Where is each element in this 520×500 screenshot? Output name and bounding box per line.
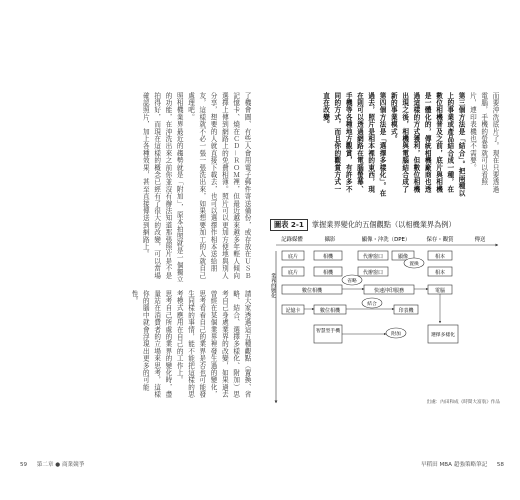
axis-label: 業界的變化: [270, 273, 276, 298]
right-footer: [421, 460, 504, 468]
op-replace: 置換: [409, 262, 419, 267]
r1-develop: 顯像: [397, 254, 409, 260]
left-paragraph-2: 照相機業界最近的趨勢就是「附加」，原本拍照就是一個獨立的功能，在沖洗出來之前你並沒有辦法知道那張照片是不是拍得好，而現在這樣的概念已經有了很大的改變，可以當場確認照片，加上各種效果，甚至直接傳送到網路上。: [141, 92, 184, 284]
book-title: 早稻田 MBA 超強策略筆記: [420, 462, 488, 468]
r1-album: 相本: [434, 254, 446, 260]
left-page: [12, 92, 252, 410]
r5-diversify: 選擇多樣化: [431, 333, 455, 338]
chapter-bullet: ●: [55, 462, 61, 468]
chapter-title: 商業競爭: [61, 462, 85, 468]
right-page: [268, 92, 508, 410]
op-combine: 結合: [367, 302, 377, 307]
chapter-label: 第二章: [36, 462, 54, 468]
left-footer: [20, 460, 84, 468]
r2-agent: 代辦窗口: [362, 270, 384, 276]
r2-film: 底片: [287, 270, 299, 276]
right-paragraph-3: 第四個方法是「選擇多樣化」。在過去，照片是相本裡的東西，現在則可以透過網路在電腦螢幕、手機等各種地方觀賞，有許多不同的方式，而且你的觀賞方式一直在改變。: [321, 92, 387, 197]
header-send: 傳送: [474, 237, 486, 243]
r3-quick-print: 快速沖印服務: [373, 288, 405, 294]
r2-camera: 相機: [322, 270, 334, 276]
header-media: 記錄媒體: [281, 237, 303, 243]
left-paragraph-1: 了機會圖、有些人會用電子郵件寄送備份，或存放在ＵＳＢ記憶卡、燒在ＣＤ－ＲＯＭ裡，但最近越來越多年輕人傾向選擇上傳到網路上的免費相簿。照片可以更加方便地與別人分享，想要的人就直接下載去，也可以選擇作相本送給朋友，這樣就不必一張一張洗出來，如果想要加工的人就自己處理吧。: [186, 92, 251, 280]
vertical-axis: [270, 251, 277, 403]
r3-pc: 電腦: [434, 288, 446, 294]
right-paragraph-2: 第三個方法是「結合」。把兩種以上的事業或產品結合成一種，在數位相機普及之前，底片與相機是一體化的，傳統相機廠商也透過這樣的方式獲利，但數位相機出現之後，相機與電腦結合成了新的事業模式。: [389, 92, 466, 197]
left-paragraph-3: 請大家透過這五種觀點（置換、省略、結合、選擇多樣化、附加）思考自己身處業界的改變，如果過去曾經在某個業界裡發生過的變化，思考看看自己的業界是否也可能發生同樣的事情，能不能把這樣的思考模式應用在自己的工作上。: [175, 290, 251, 398]
r4-printer: 印表機: [398, 308, 414, 314]
r5-smartphone: 智慧型手機: [316, 329, 340, 334]
r3-digital-camera: 數位相機: [301, 288, 323, 294]
diagram-row-2: [282, 258, 452, 276]
right-paragraph-1: 而要沖洗底片了。現在只要透過電腦，手機的螢幕就可以看照片，連印表機也不需要。: [468, 92, 499, 193]
diagram-row-5: [314, 325, 458, 343]
r4-memory-card: 記憶卡: [285, 308, 301, 314]
left-page-body: [34, 92, 252, 284]
diagram-row-3: [282, 275, 452, 294]
left-page-body-lower: [34, 290, 252, 402]
figure-source: 出處：內田和成《時間大富翁》作品: [426, 400, 500, 405]
figure-label: 圖表 2-1: [270, 219, 308, 231]
left-page-number: 59: [20, 462, 28, 468]
column-headers: [276, 235, 498, 245]
right-page-number: 58: [496, 462, 504, 468]
diagram-svg: [268, 233, 504, 409]
header-store: 保存・觀賞: [426, 237, 454, 243]
diagram-row-1: [282, 251, 452, 260]
right-page-body: [268, 92, 500, 198]
camera-industry-diagram: [268, 233, 504, 409]
diagram-row-4: [282, 294, 440, 323]
header-dpe: 顯像・沖洗（DPE）: [361, 237, 411, 243]
r2-album: 相本: [434, 270, 446, 276]
r1-camera: 相機: [322, 254, 334, 260]
r1-film: 底片: [287, 254, 299, 260]
op-omit: 省略: [347, 279, 357, 284]
op-add: 附加: [391, 332, 401, 337]
header-shoot: 攝影: [324, 237, 336, 243]
left-paragraph-4: 思考自己所處的業界的變化時，盡量站在消費者的立場來思考，這樣你的腦中就會浮現出更多的可能性。: [130, 290, 172, 398]
figure-2-1: [268, 219, 504, 409]
r1-agent: 代辦窗口: [362, 254, 384, 260]
r4-digital-camera: 數位相機: [319, 308, 341, 314]
figure-title-row: [270, 219, 456, 231]
figure-title: 掌握業界變化的五個觀點（以相機業界為例）: [311, 220, 456, 229]
